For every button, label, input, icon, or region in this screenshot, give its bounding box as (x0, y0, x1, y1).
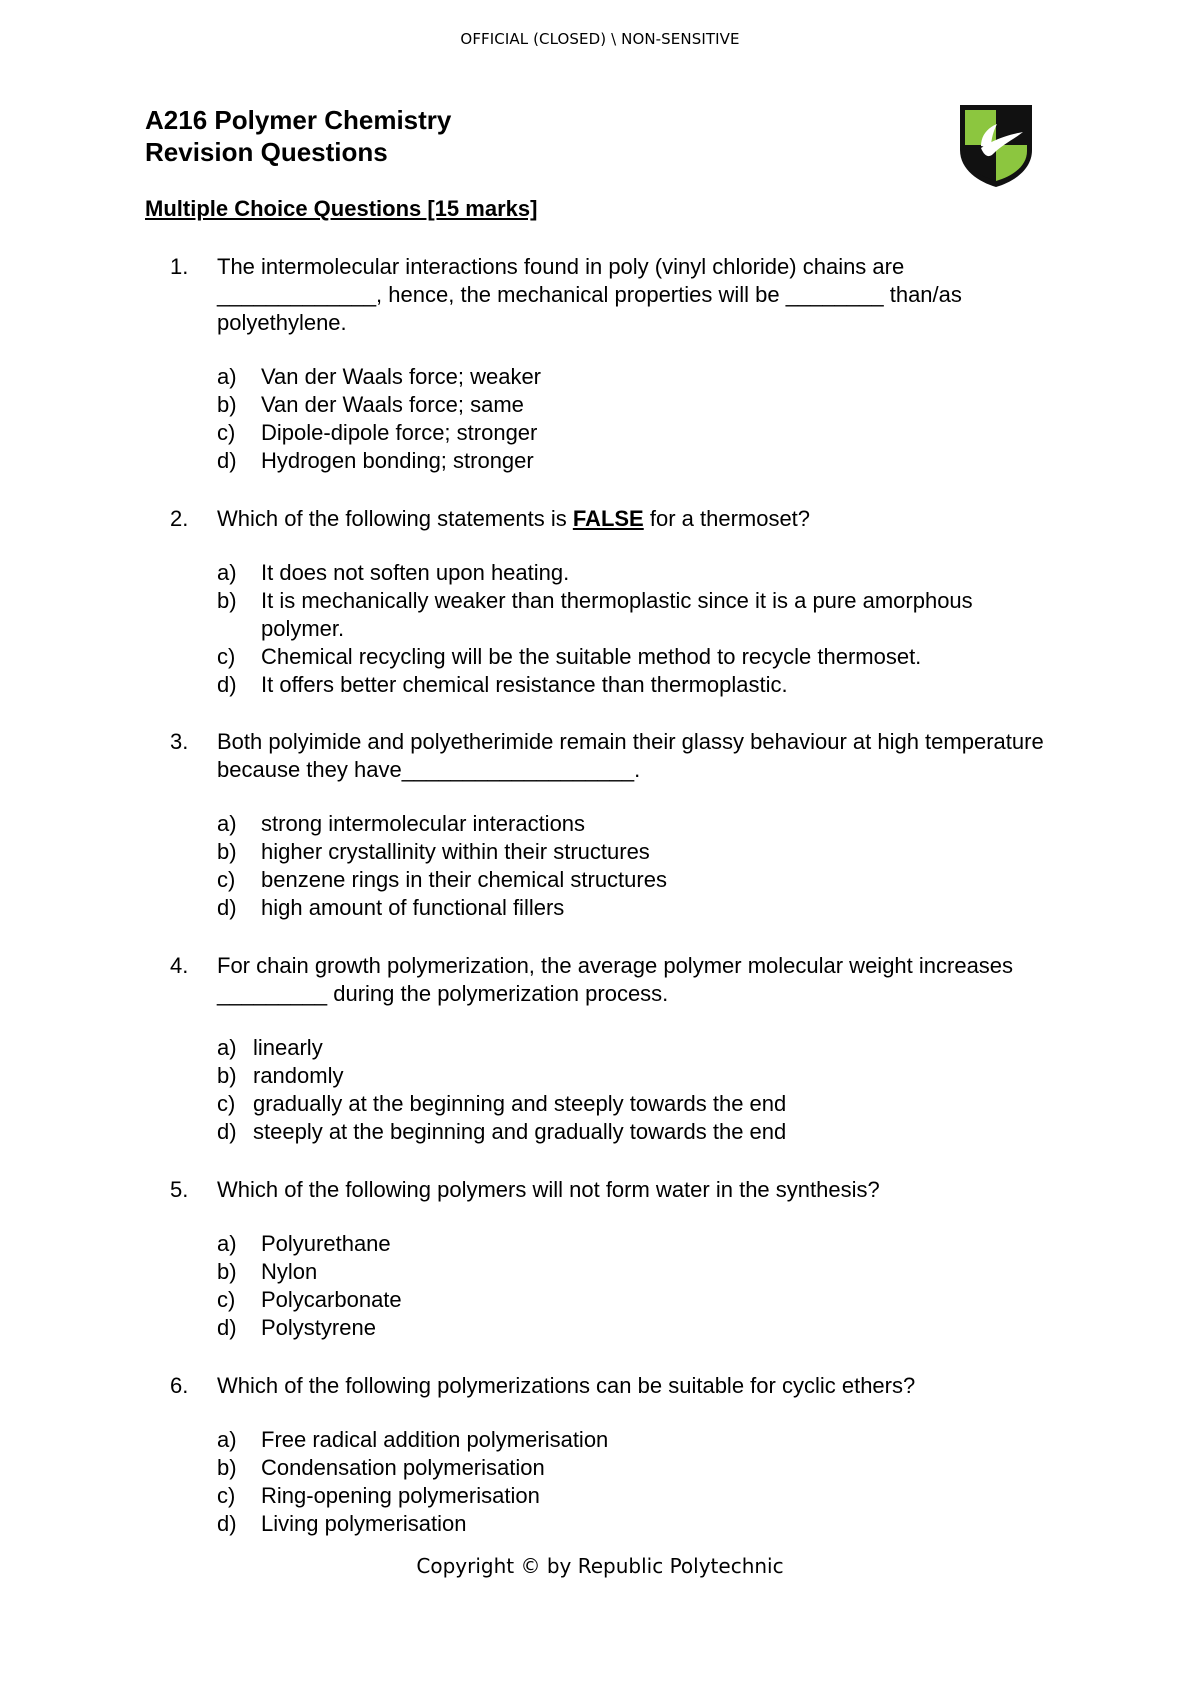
question-text-part: Which of the following statements is (217, 506, 573, 531)
option-list (217, 1034, 1045, 1146)
option-d (217, 1510, 1045, 1538)
option-letter: d) (217, 1119, 237, 1144)
option-text: linearly (253, 1035, 323, 1060)
question-6 (145, 1372, 1045, 1538)
emphasis-false: FALSE (572, 506, 644, 531)
question-text: Both polyimide and polyetherimide remain their glassy behaviour at high temperature because they have___________________. (217, 729, 1044, 782)
shield-logo-icon (957, 102, 1035, 188)
option-letter: a) (217, 364, 237, 389)
option-text: It offers better chemical resistance than thermoplastic. (261, 672, 788, 697)
option-text: Ring-opening polymerisation (261, 1483, 540, 1508)
question-5 (145, 1176, 1045, 1342)
option-a (217, 363, 1045, 391)
option-letter: a) (217, 1035, 237, 1060)
option-text: strong intermolecular interactions (261, 811, 586, 836)
option-text: higher crystallinity within their structures (261, 839, 650, 864)
option-d (217, 671, 1045, 699)
option-text: high amount of functional fillers (261, 895, 565, 920)
option-letter: c) (217, 1287, 236, 1312)
option-letter: c) (217, 644, 236, 669)
option-letter: d) (217, 1315, 237, 1340)
option-b (217, 1454, 1045, 1482)
option-text: Van der Waals force; same (261, 392, 524, 417)
question-text: Which of the following polymers will not form water in the synthesis? (217, 1177, 880, 1202)
question-text (217, 505, 1047, 533)
option-c (217, 419, 1045, 447)
course-title: A216 Polymer Chemistry (145, 105, 452, 135)
option-letter: b) (217, 588, 237, 613)
option-list (217, 363, 1045, 475)
question-number: 1. (170, 254, 189, 279)
document-subtitle: Revision Questions (145, 137, 388, 167)
option-letter: d) (217, 448, 237, 473)
option-c (217, 643, 1045, 671)
option-text: benzene rings in their chemical structures (261, 867, 667, 892)
question-4 (145, 952, 1045, 1146)
option-text: Polystyrene (261, 1315, 376, 1340)
option-text: Hydrogen bonding; stronger (261, 448, 534, 473)
option-letter: a) (217, 1427, 237, 1452)
option-text: Polycarbonate (261, 1287, 402, 1312)
question-1 (145, 253, 1045, 475)
option-b (217, 1258, 1045, 1286)
option-letter: c) (217, 1483, 236, 1508)
option-letter: c) (217, 1091, 236, 1116)
section-heading: Multiple Choice Questions [15 marks] (145, 196, 538, 221)
option-letter: c) (217, 867, 236, 892)
option-text: Dipole-dipole force; stronger (261, 420, 538, 445)
option-list (217, 1426, 1045, 1538)
question-text: For chain growth polymerization, the average polymer molecular weight increases _________ during the polymerization process. (217, 953, 1014, 1006)
question-number: 3. (170, 729, 189, 754)
option-d (217, 1118, 1045, 1146)
option-text: steeply at the beginning and gradually towards the end (253, 1119, 787, 1144)
option-letter: d) (217, 895, 237, 920)
option-text: gradually at the beginning and steeply towards the end (253, 1091, 787, 1116)
question-text-part: for a thermoset? (643, 506, 811, 531)
option-a (217, 1426, 1045, 1454)
option-a (217, 810, 1045, 838)
option-c (217, 866, 1045, 894)
option-c (217, 1482, 1045, 1510)
option-a (217, 559, 1045, 587)
option-b (217, 838, 1045, 866)
question-3 (145, 728, 1045, 922)
option-letter: b) (217, 1063, 237, 1088)
option-letter: c) (217, 420, 236, 445)
option-text: Nylon (261, 1259, 318, 1284)
option-b (217, 587, 1045, 643)
option-d (217, 447, 1045, 475)
option-text: Free radical addition polymerisation (261, 1427, 609, 1452)
option-text: Polyurethane (261, 1231, 391, 1256)
option-letter: a) (217, 1231, 237, 1256)
option-text: Condensation polymerisation (261, 1455, 545, 1480)
copyright-footer: Copyright © by Republic Polytechnic (416, 1554, 784, 1578)
option-letter: b) (217, 392, 237, 417)
option-b (217, 391, 1045, 419)
option-text: Living polymerisation (261, 1511, 467, 1536)
question-text: The intermolecular interactions found in poly (vinyl chloride) chains are _____________, hence, the mechanical properties will be ________ than/as polyethylene. (217, 254, 962, 335)
option-list (217, 559, 1045, 699)
option-list (217, 1230, 1045, 1342)
option-list (217, 810, 1045, 922)
option-a (217, 1230, 1045, 1258)
classification-header: OFFICIAL (CLOSED) \ NON-SENSITIVE (460, 30, 740, 48)
option-text: randomly (253, 1063, 344, 1088)
option-c (217, 1286, 1045, 1314)
question-text: Which of the following polymerizations can be suitable for cyclic ethers? (217, 1373, 916, 1398)
option-b (217, 1062, 1045, 1090)
question-number: 5. (170, 1177, 189, 1202)
option-letter: b) (217, 1259, 237, 1284)
option-letter: b) (217, 1455, 237, 1480)
option-text: It does not soften upon heating. (261, 560, 570, 585)
option-letter: a) (217, 811, 237, 836)
option-text: Chemical recycling will be the suitable method to recycle thermoset. (261, 644, 922, 669)
question-number: 2. (170, 506, 189, 531)
question-number: 4. (170, 953, 189, 978)
option-d (217, 1314, 1045, 1342)
option-text: Van der Waals force; weaker (261, 364, 542, 389)
option-text: It is mechanically weaker than thermoplastic since it is a pure amorphous polymer. (261, 588, 973, 641)
option-letter: a) (217, 560, 237, 585)
document-title (145, 104, 451, 168)
option-letter: d) (217, 1511, 237, 1536)
option-letter: d) (217, 672, 237, 697)
question-number: 6. (170, 1373, 189, 1398)
option-c (217, 1090, 1045, 1118)
option-d (217, 894, 1045, 922)
question-2 (145, 505, 1045, 699)
option-letter: b) (217, 839, 237, 864)
option-a (217, 1034, 1045, 1062)
